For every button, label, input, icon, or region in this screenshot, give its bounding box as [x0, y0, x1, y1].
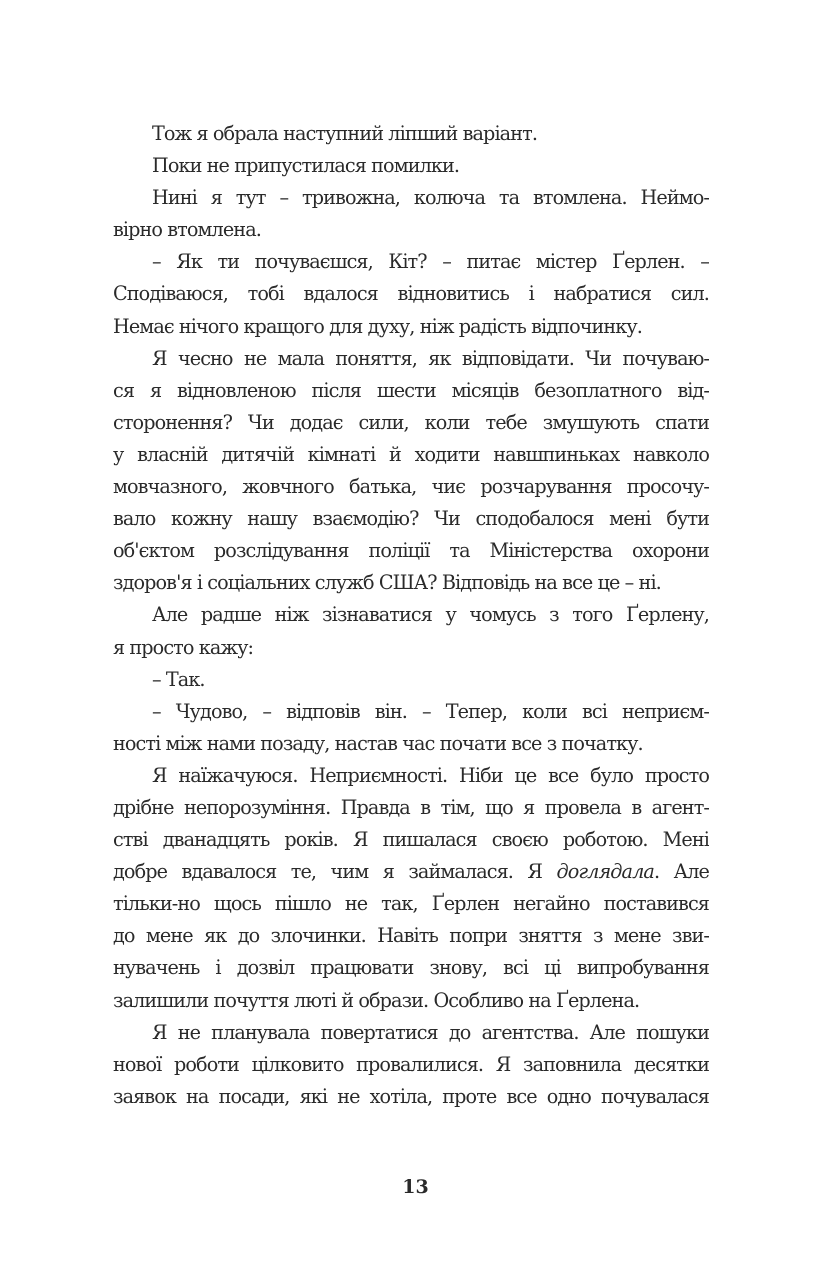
text-line: Я наїжачуюся. Неприємності. Ніби це все було просто: [152, 763, 709, 787]
page-number: 13: [402, 1176, 429, 1198]
text-line: Немає нічого кращого для духу, ніж радість відпочинку.: [113, 314, 642, 338]
text-line: Але радше ніж зізнаватися у чомусь з того Ґерлену,: [152, 603, 709, 627]
text-line: сторонення? Чи додає сили, коли тебе змушують спати: [113, 410, 709, 434]
text-line: Сподіваюся, тобі вдалося відновитись і набратися сил.: [113, 282, 709, 306]
text-line: об'єктом розслідування поліції та Міністерства охорони: [113, 539, 709, 563]
text-line: до мене як до злочинки. Навіть попри зняття з мене зви-: [113, 924, 709, 948]
text-line: у власній дитячій кімнаті й ходити навшпиньках навколо: [113, 442, 709, 466]
text-line: – Так.: [152, 667, 205, 691]
text-line: тільки-но щось пішло не так, Ґерлен негайно поставився: [113, 892, 709, 916]
text-line: я просто кажу:: [113, 635, 254, 659]
text-line: мовчазного, жовчного батька, чиє розчарування просочу-: [113, 475, 709, 499]
text-line: вірно втомлена.: [113, 218, 261, 242]
text-line: нової роботи цілковито провалилися. Я заповнила десятки: [113, 1052, 709, 1076]
text-line: здоров'я і соціальних служб США? Відповідь на все це – ні.: [113, 571, 661, 595]
text-line: заявок на посади, які не хотіла, проте все одно почувалася: [113, 1084, 709, 1108]
text-segment: добре вдавалося те, чим я займалася. Я: [113, 860, 557, 884]
body-text: [113, 118, 709, 1113]
text-line: ності між нами позаду, настав час почати все з початку.: [113, 731, 643, 755]
text-line: Поки не припустилася помилки.: [152, 154, 460, 178]
text-line: – Чудово, – відповів він. – Тепер, коли всі неприєм-: [152, 699, 709, 723]
text-segment: . Але: [653, 860, 709, 884]
text-line: Я чесно не мала поняття, як відповідати. Чи почуваю-: [152, 346, 709, 370]
text-line: ся я відновленою після шести місяців безоплатного від-: [113, 378, 709, 402]
text-line: дрібне непорозуміння. Правда в тім, що я провела в агент-: [113, 795, 709, 819]
text-line: нувачень і дозвіл працювати знову, всі ці випробування: [113, 956, 709, 980]
text-line: залишили почуття люті й образи. Особливо на Ґерлена.: [113, 988, 640, 1012]
text-line: стві дванадцять років. Я пишалася своєю роботою. Мені: [113, 828, 709, 852]
text-line: Я не планувала повертатися до агентства. Але пошуки: [152, 1020, 709, 1044]
text-line: – Як ти почуваєшся, Кіт? – питає містер Ґерлен. –: [152, 250, 709, 274]
text-line: вало кожну нашу взаємодію? Чи сподобалося мені бути: [113, 507, 709, 531]
italic-word: доглядала: [556, 860, 654, 884]
text-line: Тож я обрала наступний ліпший варіант.: [152, 122, 538, 145]
text-line: Нині я тут – тривожна, колюча та втомлена. Неймо-: [152, 186, 709, 210]
text-line: [113, 856, 709, 888]
